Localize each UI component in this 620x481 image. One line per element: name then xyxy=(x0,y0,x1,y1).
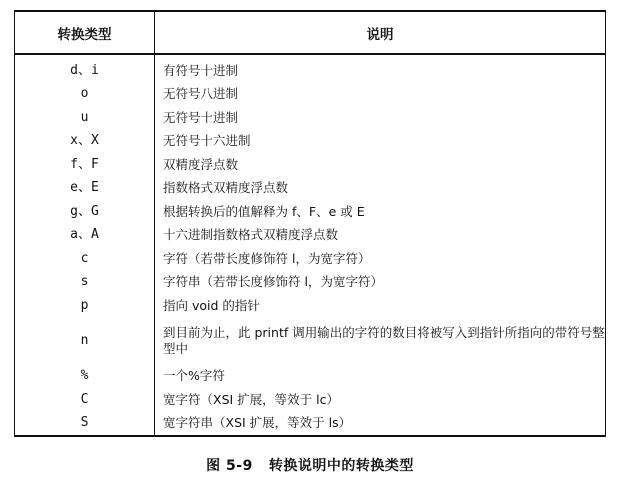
table-row xyxy=(15,412,606,437)
conversion-description: 一个%字符 xyxy=(155,365,606,389)
conversion-spec: u xyxy=(15,106,155,130)
conversion-description: 到目前为止，此 printf 调用输出的字符的数目将被写入到指针所指向的带符号整型中 xyxy=(155,318,606,365)
conversion-spec: S xyxy=(15,412,155,437)
conversion-spec: f、F xyxy=(15,153,155,177)
conversion-description: 十六进制指数格式双精度浮点数 xyxy=(155,224,606,248)
conversion-spec: a、A xyxy=(15,224,155,248)
table-row xyxy=(15,54,606,83)
table-row xyxy=(15,247,606,271)
conversion-type-table xyxy=(14,10,606,437)
figure-title: 转换说明中的转换类型 xyxy=(268,458,414,474)
conversion-spec: % xyxy=(15,365,155,389)
table-header-row xyxy=(15,11,606,54)
conversion-description: 指向 void 的指针 xyxy=(155,294,606,318)
table-row xyxy=(15,365,606,389)
conversion-description: 无符号十进制 xyxy=(155,106,606,130)
table-row xyxy=(15,83,606,107)
header-description: 说明 xyxy=(155,11,606,54)
figure-number: 图 5-9 xyxy=(206,458,253,474)
table-row xyxy=(15,106,606,130)
conversion-spec: n xyxy=(15,318,155,365)
conversion-spec: p xyxy=(15,294,155,318)
conversion-spec: d、i xyxy=(15,54,155,83)
table-row xyxy=(15,200,606,224)
conversion-spec: c xyxy=(15,247,155,271)
conversion-description: 指数格式双精度浮点数 xyxy=(155,177,606,201)
table-row xyxy=(15,388,606,412)
table-row xyxy=(15,177,606,201)
conversion-description: 宽字符串（XSI 扩展，等效于 ls） xyxy=(155,412,606,437)
conversion-spec: e、E xyxy=(15,177,155,201)
figure-caption xyxy=(0,455,620,475)
conversion-description: 无符号八进制 xyxy=(155,83,606,107)
conversion-spec: o xyxy=(15,83,155,107)
conversion-description: 根据转换后的值解释为 f、F、e 或 E xyxy=(155,200,606,224)
conversion-description: 双精度浮点数 xyxy=(155,153,606,177)
conversion-description: 宽字符（XSI 扩展，等效于 lc） xyxy=(155,388,606,412)
table-row xyxy=(15,153,606,177)
conversion-spec: C xyxy=(15,388,155,412)
table-row xyxy=(15,271,606,295)
conversion-description: 无符号十六进制 xyxy=(155,130,606,154)
conversion-description: 有符号十进制 xyxy=(155,54,606,83)
header-conversion-type: 转换类型 xyxy=(15,11,155,54)
conversion-spec: s xyxy=(15,271,155,295)
table-row xyxy=(15,318,606,365)
table-row xyxy=(15,294,606,318)
conversion-description: 字符（若带长度修饰符 l，为宽字符） xyxy=(155,247,606,271)
table-row xyxy=(15,224,606,248)
conversion-table-container xyxy=(14,10,605,437)
conversion-spec: g、G xyxy=(15,200,155,224)
table-row xyxy=(15,130,606,154)
conversion-spec: x、X xyxy=(15,130,155,154)
conversion-description: 字符串（若带长度修饰符 l，为宽字符） xyxy=(155,271,606,295)
